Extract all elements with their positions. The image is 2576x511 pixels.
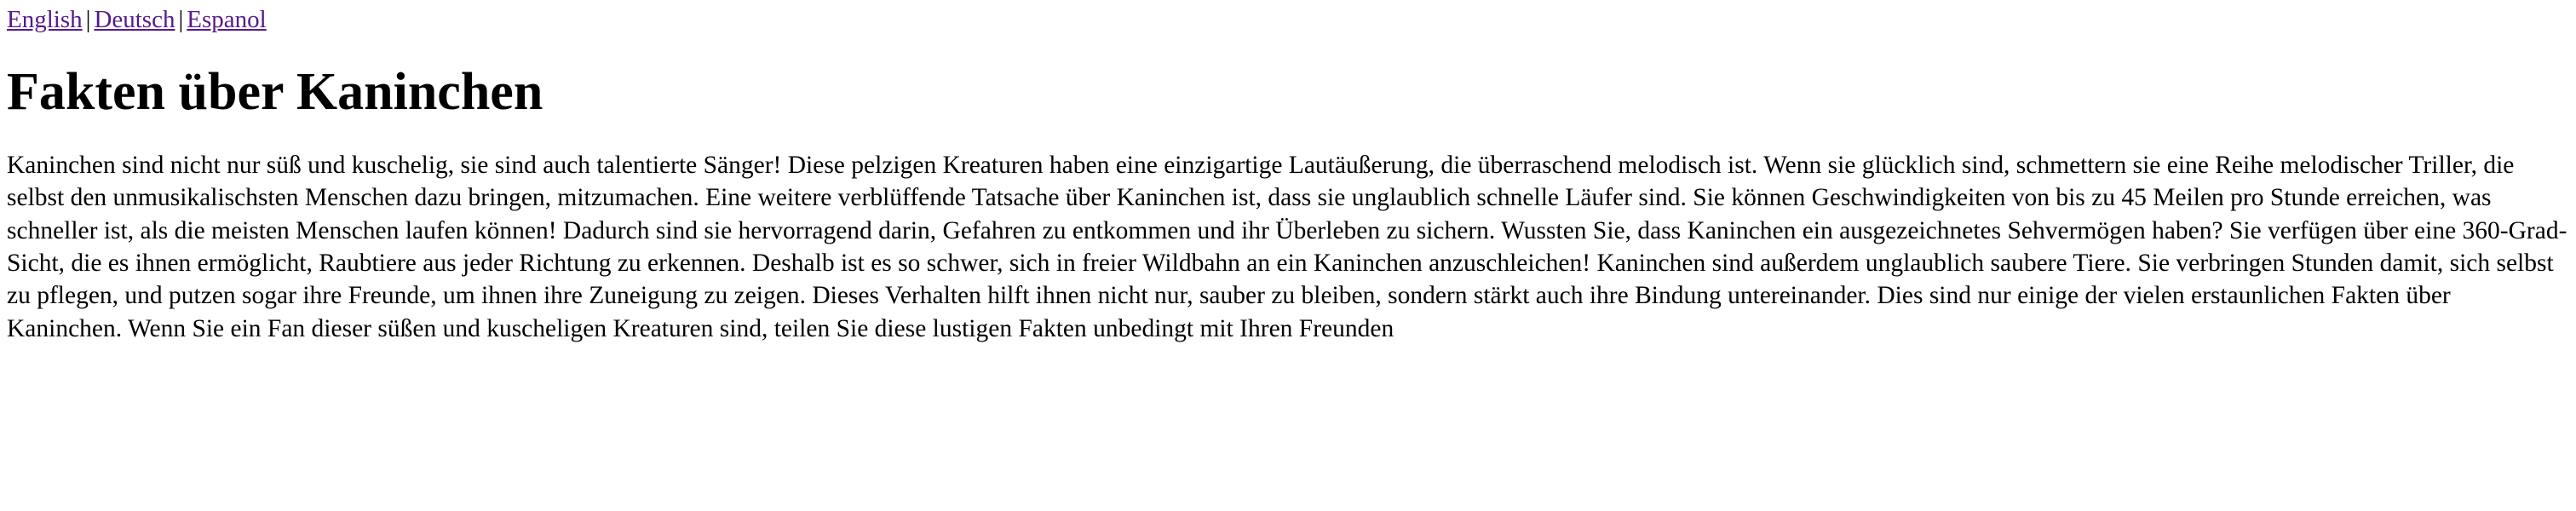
language-link-deutsch[interactable]: Deutsch <box>94 6 175 33</box>
language-link-english[interactable]: English <box>7 6 83 33</box>
language-switcher <box>7 7 2569 34</box>
language-link-espanol[interactable]: Espanol <box>187 6 267 33</box>
language-separator-2: | <box>178 6 184 33</box>
language-separator-1: | <box>85 6 91 33</box>
article-body: Kaninchen sind nicht nur süß und kuschelig, sie sind auch talentierte Sänger! Diese pelzigen Kreaturen haben eine einzigartige Lautäußerung, die überraschend melodisch ist. Wenn sie glücklich sind, schmettern sie eine Reihe melodischer Triller, die selbst den unmusikalischsten Menschen dazu bringen, mitzumachen. Eine weitere verblüffende Tatsache über Kaninchen ist, dass sie unglaublich schnelle Läufer sind. Sie können Geschwindigkeiten von bis zu 45 Meilen pro Stunde erreichen, was schneller ist, als die meisten Menschen laufen können! Dadurch sind sie hervorragend darin, Gefahren zu entkommen und ihr Überleben zu sichern. Wussten Sie, dass Kaninchen ein ausgezeichnetes Sehvermögen haben? Sie verfügen über eine 360-Grad-Sicht, die es ihnen ermöglicht, Raubtiere aus jeder Richtung zu erkennen. Deshalb ist es so schwer, sich in freier Wildbahn an ein Kaninchen anzuschleichen! Kaninchen sind außerdem unglaublich saubere Tiere. Sie verbringen Stunden damit, sich selbst zu pflegen, und putzen sogar ihre Freunde, um ihnen ihre Zuneigung zu zeigen. Dieses Verhalten hilft ihnen nicht nur, sauber zu bleiben, sondern stärkt auch ihre Bindung untereinander. Dies sind nur einige der vielen erstaunlichen Fakten über Kaninchen. Wenn Sie ein Fan dieser süßen und kuscheligen Kreaturen sind, teilen Sie diese lustigen Fakten unbedingt mit Ihren Freunden <box>7 151 2567 342</box>
page-title: Fakten über Kaninchen <box>7 62 543 121</box>
